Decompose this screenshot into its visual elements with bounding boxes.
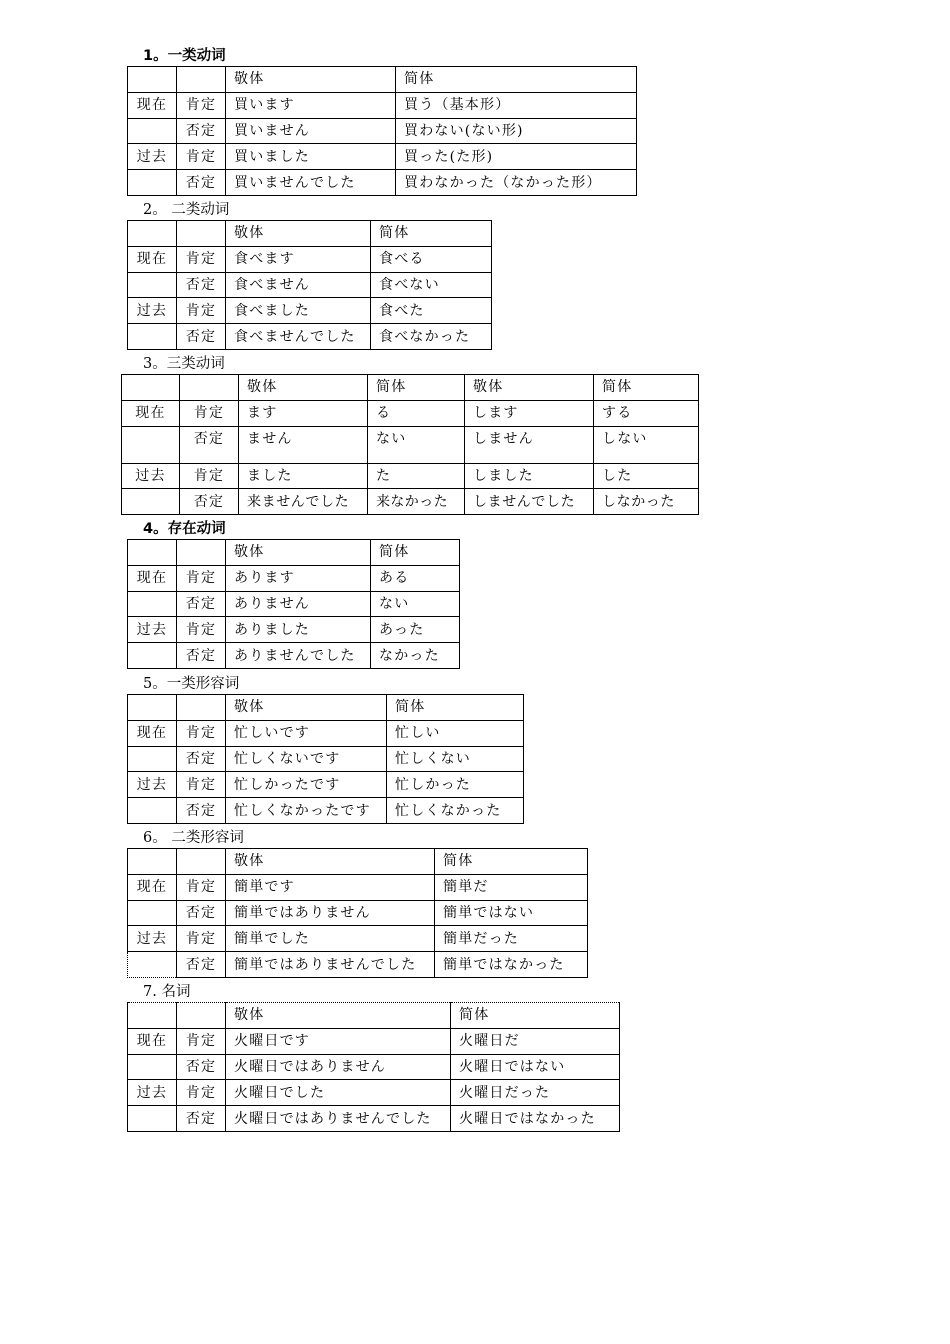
polarity-cell: 肯定	[180, 400, 239, 426]
tense-cell: 现在	[128, 720, 177, 746]
tense-cell: 过去	[128, 298, 177, 324]
polite-form-cell: 火曜日でした	[226, 1080, 451, 1106]
plain-form-cell: る	[368, 400, 465, 426]
polite-form-cell: 食べます	[226, 246, 371, 272]
polarity-cell: 肯定	[180, 463, 239, 489]
plain-form-cell: 火曜日ではない	[451, 1054, 620, 1080]
plain-form-cell: 忙しくない	[387, 746, 524, 772]
polarity-cell: 肯定	[177, 298, 226, 324]
tense-cell: 过去	[128, 926, 177, 952]
table-row	[122, 426, 699, 463]
header-cell: 简体	[435, 849, 588, 875]
polite-form-cell: 火曜日ではありませんでした	[226, 1106, 451, 1132]
tense-cell	[128, 170, 177, 196]
polarity-cell: 否定	[177, 798, 226, 824]
section-heading: 6。 二类形容词	[143, 830, 244, 846]
polite-form-cell: ません	[239, 426, 368, 463]
plain-form-cell: 忙しくなかった	[387, 798, 524, 824]
polite-form-cell: 忙しかったです	[226, 772, 387, 798]
table-row	[128, 643, 460, 669]
tense-cell: 现在	[128, 1028, 177, 1054]
tense-cell	[128, 952, 177, 978]
plain-form-cell: 食べない	[371, 272, 492, 298]
header-cell	[177, 540, 226, 566]
plain-form-cell: ある	[371, 565, 460, 591]
header-cell: 敬体	[226, 695, 387, 721]
polarity-cell: 肯定	[177, 617, 226, 643]
table-row	[128, 746, 524, 772]
plain-form-cell: 忙しい	[387, 720, 524, 746]
table-row	[128, 92, 637, 118]
polarity-cell: 否定	[177, 952, 226, 978]
table-row	[128, 900, 588, 926]
table-row	[128, 144, 637, 170]
plain-form-cell: した	[594, 463, 699, 489]
plain-form-cell: 忙しかった	[387, 772, 524, 798]
polite-form-cell: 簡単ではありませんでした	[226, 952, 435, 978]
tense-cell	[128, 746, 177, 772]
plain-form-cell: た	[368, 463, 465, 489]
tense-cell: 过去	[128, 1080, 177, 1106]
polite-form-cell: 火曜日です	[226, 1028, 451, 1054]
plain-form-cell: あった	[371, 617, 460, 643]
section-heading: 3。三类动词	[143, 356, 225, 372]
polarity-cell: 否定	[177, 643, 226, 669]
table-row	[128, 798, 524, 824]
polite-form-cell: ます	[239, 400, 368, 426]
conjugation-table	[127, 1002, 620, 1132]
polarity-cell: 否定	[177, 272, 226, 298]
tense-cell	[122, 489, 180, 515]
header-cell: 简体	[387, 695, 524, 721]
header-cell: 简体	[371, 221, 492, 247]
tense-cell: 现在	[122, 400, 180, 426]
polarity-cell: 否定	[177, 1106, 226, 1132]
plain-form-cell: 食べる	[371, 246, 492, 272]
polarity-cell: 肯定	[177, 144, 226, 170]
tense-cell: 现在	[128, 874, 177, 900]
plain-form-cell: なかった	[371, 643, 460, 669]
polite-form-cell: 食べました	[226, 298, 371, 324]
header-cell: 简体	[451, 1003, 620, 1029]
table-row	[128, 1106, 620, 1132]
table-row	[122, 489, 699, 515]
polite-form-cell: しませんでした	[465, 489, 594, 515]
plain-form-cell: 簡単ではない	[435, 900, 588, 926]
section-2-ichidan-verbs	[127, 200, 492, 350]
polite-form-cell: しました	[465, 463, 594, 489]
plain-form-cell: 食べた	[371, 298, 492, 324]
plain-form-cell: 来なかった	[368, 489, 465, 515]
polite-form-cell: 簡単ではありません	[226, 900, 435, 926]
table-row	[128, 952, 588, 978]
section-5-i-adjectives	[127, 674, 524, 824]
tense-cell	[128, 1054, 177, 1080]
polarity-cell: 肯定	[177, 772, 226, 798]
section-6-na-adjectives	[127, 828, 588, 978]
header-cell: 敬体	[239, 375, 368, 401]
header-cell	[180, 375, 239, 401]
polite-form-cell: 来ませんでした	[239, 489, 368, 515]
table-row	[128, 720, 524, 746]
table-row	[128, 118, 637, 144]
table-row	[128, 272, 492, 298]
tense-cell: 现在	[128, 92, 177, 118]
polarity-cell: 肯定	[177, 1028, 226, 1054]
polarity-cell: 肯定	[177, 565, 226, 591]
header-cell	[177, 849, 226, 875]
tense-cell	[122, 426, 180, 463]
tense-cell	[128, 900, 177, 926]
plain-form-cell: しない	[594, 426, 699, 463]
polite-form-cell: します	[465, 400, 594, 426]
table-row	[128, 1054, 620, 1080]
plain-form-cell: 買わなかった（なかった形）	[396, 170, 637, 196]
polarity-cell: 肯定	[177, 874, 226, 900]
polarity-cell: 否定	[180, 426, 239, 463]
tense-cell: 过去	[128, 772, 177, 798]
polarity-cell: 肯定	[177, 926, 226, 952]
plain-form-cell: 火曜日だった	[451, 1080, 620, 1106]
header-cell: 简体	[371, 540, 460, 566]
header-cell: 简体	[396, 67, 637, 93]
header-cell	[128, 1003, 177, 1029]
section-heading: 4。存在动词	[143, 521, 226, 537]
table-header-row	[122, 375, 699, 401]
table-row	[128, 565, 460, 591]
polite-form-cell: ありません	[226, 591, 371, 617]
header-cell	[122, 375, 180, 401]
header-cell: 敬体	[226, 849, 435, 875]
table-row	[128, 874, 588, 900]
header-cell: 敬体	[226, 221, 371, 247]
polarity-cell: 肯定	[177, 92, 226, 118]
polarity-cell: 肯定	[177, 1080, 226, 1106]
table-row	[128, 324, 492, 350]
polite-form-cell: 簡単です	[226, 874, 435, 900]
plain-form-cell: ない	[368, 426, 465, 463]
polite-form-cell: 火曜日ではありません	[226, 1054, 451, 1080]
polite-form-cell: あります	[226, 565, 371, 591]
polite-form-cell: 買いませんでした	[226, 170, 396, 196]
header-cell	[128, 849, 177, 875]
header-cell: 敬体	[226, 540, 371, 566]
polite-form-cell: 買いました	[226, 144, 396, 170]
header-cell: 敬体	[465, 375, 594, 401]
polite-form-cell: 食べません	[226, 272, 371, 298]
conjugation-table	[127, 694, 524, 824]
polite-form-cell: 簡単でした	[226, 926, 435, 952]
polarity-cell: 否定	[177, 324, 226, 350]
header-cell	[128, 67, 177, 93]
section-heading: 5。一类形容词	[143, 676, 240, 692]
tense-cell	[128, 324, 177, 350]
header-cell	[128, 695, 177, 721]
plain-form-cell: 簡単だった	[435, 926, 588, 952]
plain-form-cell: 食べなかった	[371, 324, 492, 350]
tense-cell	[128, 798, 177, 824]
polite-form-cell: 忙しくないです	[226, 746, 387, 772]
section-heading: 7. 名词	[143, 984, 191, 1000]
polite-form-cell: 食べませんでした	[226, 324, 371, 350]
plain-form-cell: 火曜日ではなかった	[451, 1106, 620, 1132]
table-row	[128, 1028, 620, 1054]
polarity-cell: 否定	[177, 1054, 226, 1080]
table-row	[128, 298, 492, 324]
table-header-row	[128, 1003, 620, 1029]
tense-cell: 过去	[128, 617, 177, 643]
polite-form-cell: 買います	[226, 92, 396, 118]
plain-form-cell: ない	[371, 591, 460, 617]
header-cell	[177, 695, 226, 721]
tense-cell	[128, 591, 177, 617]
table-row	[128, 170, 637, 196]
header-cell	[128, 221, 177, 247]
polarity-cell: 否定	[180, 489, 239, 515]
polarity-cell: 否定	[177, 591, 226, 617]
header-cell	[128, 540, 177, 566]
polite-form-cell: ありませんでした	[226, 643, 371, 669]
header-cell: 简体	[368, 375, 465, 401]
conjugation-table	[121, 374, 699, 515]
section-7-nouns	[127, 982, 620, 1132]
conjugation-table	[127, 66, 637, 196]
polarity-cell: 肯定	[177, 720, 226, 746]
conjugation-table	[127, 220, 492, 350]
polarity-cell: 否定	[177, 746, 226, 772]
plain-form-cell: 火曜日だ	[451, 1028, 620, 1054]
table-row	[128, 926, 588, 952]
tense-cell: 现在	[128, 246, 177, 272]
tense-cell: 过去	[128, 144, 177, 170]
tense-cell	[128, 118, 177, 144]
table-row	[122, 400, 699, 426]
header-cell: 简体	[594, 375, 699, 401]
table-header-row	[128, 695, 524, 721]
polite-form-cell: 忙しくなかったです	[226, 798, 387, 824]
table-row	[128, 246, 492, 272]
table-row	[128, 591, 460, 617]
table-header-row	[128, 221, 492, 247]
header-cell: 敬体	[226, 67, 396, 93]
table-row	[128, 1080, 620, 1106]
polite-form-cell: しません	[465, 426, 594, 463]
polarity-cell: 否定	[177, 170, 226, 196]
header-cell: 敬体	[226, 1003, 451, 1029]
section-4-existence-verbs	[127, 519, 460, 669]
polite-form-cell: ました	[239, 463, 368, 489]
polarity-cell: 肯定	[177, 246, 226, 272]
plain-form-cell: しなかった	[594, 489, 699, 515]
table-row	[128, 617, 460, 643]
table-row	[122, 463, 699, 489]
header-cell	[177, 1003, 226, 1029]
polite-form-cell: 忙しいです	[226, 720, 387, 746]
polarity-cell: 否定	[177, 118, 226, 144]
polarity-cell: 否定	[177, 900, 226, 926]
section-3-irregular-verbs	[121, 354, 699, 515]
section-1-godan-verbs	[127, 46, 637, 196]
polite-form-cell: 買いません	[226, 118, 396, 144]
plain-form-cell: 買わない(ない形)	[396, 118, 637, 144]
table-header-row	[128, 849, 588, 875]
tense-cell: 现在	[128, 565, 177, 591]
section-heading: 1。一类动词	[143, 48, 226, 64]
table-header-row	[128, 540, 460, 566]
plain-form-cell: 簡単ではなかった	[435, 952, 588, 978]
section-heading: 2。 二类动词	[143, 202, 230, 218]
header-cell	[177, 67, 226, 93]
plain-form-cell: 買う（基本形）	[396, 92, 637, 118]
polite-form-cell: ありました	[226, 617, 371, 643]
header-cell	[177, 221, 226, 247]
plain-form-cell: 簡単だ	[435, 874, 588, 900]
tense-cell	[128, 643, 177, 669]
tense-cell	[128, 272, 177, 298]
conjugation-table	[127, 848, 588, 978]
tense-cell: 过去	[122, 463, 180, 489]
plain-form-cell: する	[594, 400, 699, 426]
conjugation-table	[127, 539, 460, 669]
table-header-row	[128, 67, 637, 93]
plain-form-cell: 買った(た形)	[396, 144, 637, 170]
table-row	[128, 772, 524, 798]
tense-cell	[128, 1106, 177, 1132]
